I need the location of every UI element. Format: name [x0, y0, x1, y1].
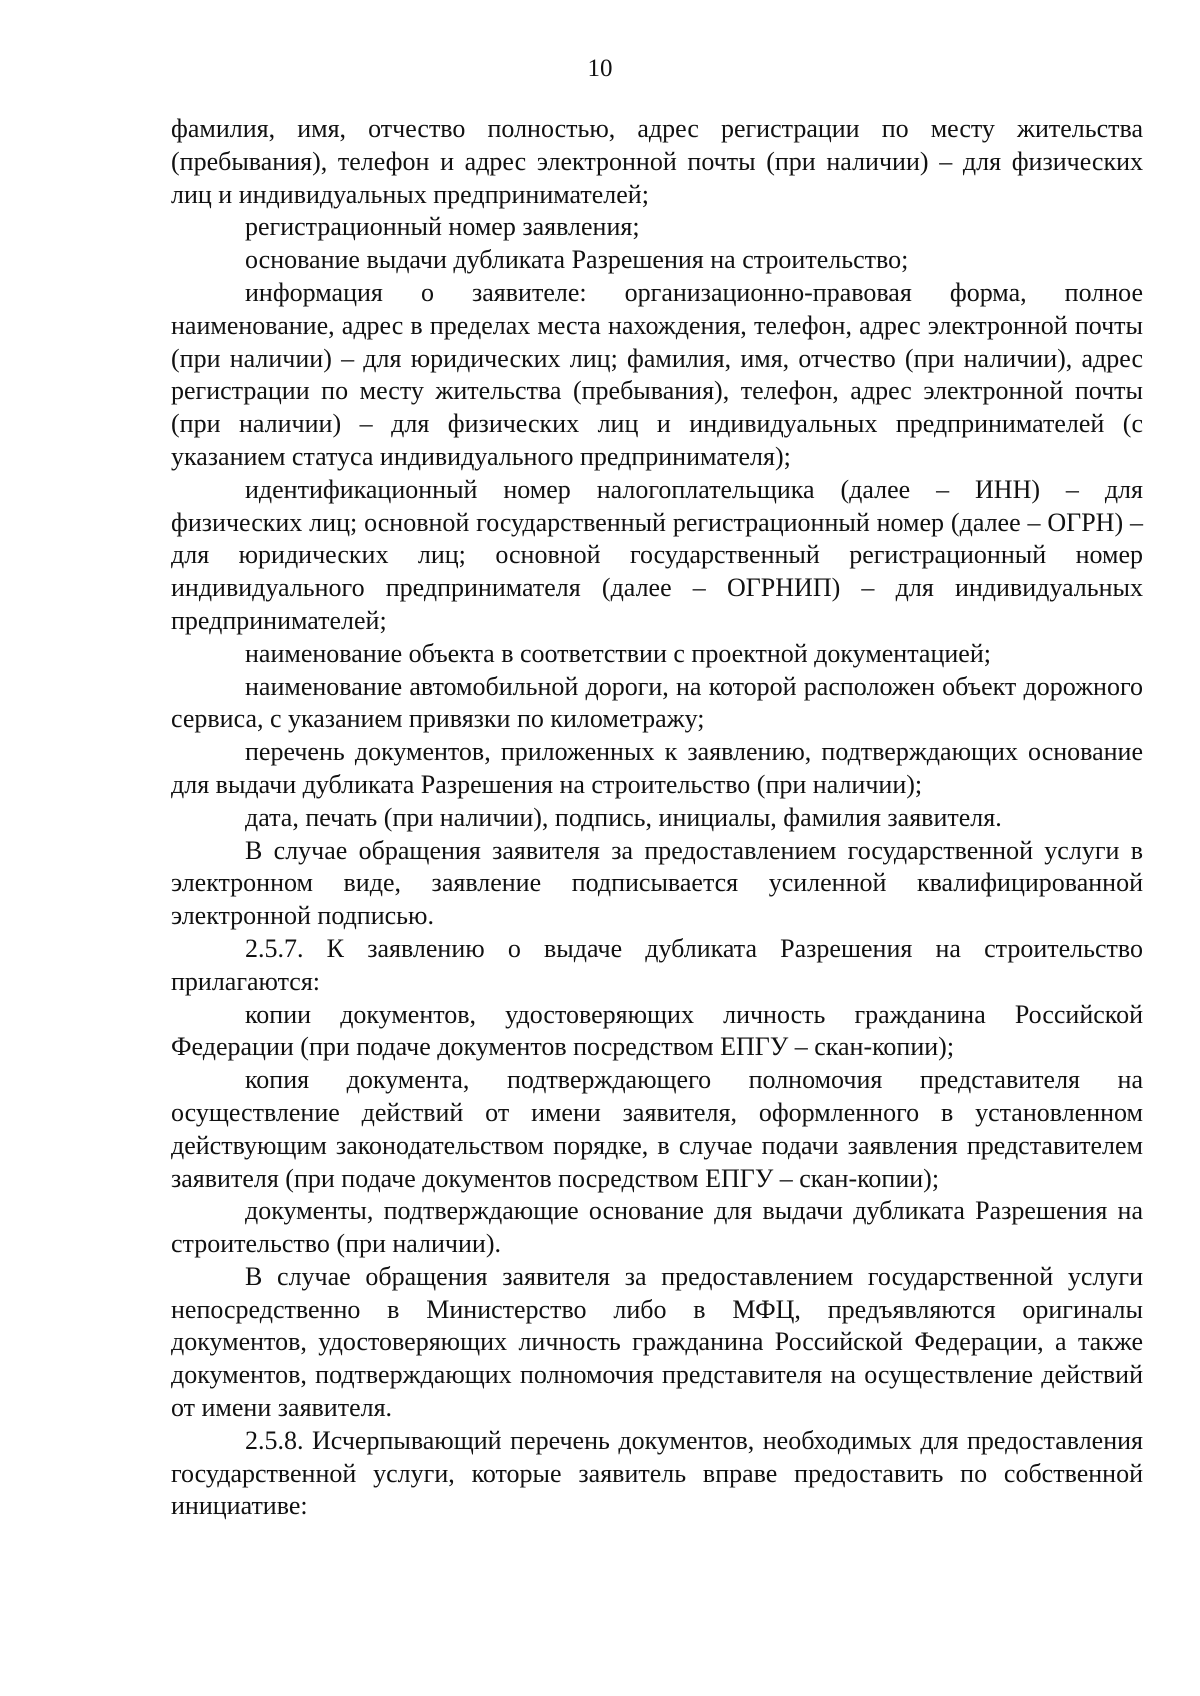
- page-number: 10: [587, 55, 613, 82]
- paragraph: документы, подтверждающие основание для выдачи дубликата Разрешения на строительство (при наличии).: [171, 1196, 1143, 1259]
- document-body: [171, 113, 1143, 1523]
- paragraph: В случае обращения заявителя за предоставлением государственной услуги непосредственно в Министерство либо в МФЦ, предъявляются оригиналы документов, удостоверяющих личность гражданина Российской Федерации, а также документов, подтверждающих полномочия представителя на осуществление действий от имени заявителя.: [171, 1261, 1143, 1423]
- paragraph: дата, печать (при наличии), подпись, инициалы, фамилия заявителя.: [245, 802, 1002, 832]
- paragraph: наименование объекта в соответствии с проектной документацией;: [245, 638, 991, 668]
- paragraph: копии документов, удостоверяющих личность гражданина Российской Федерации (при подаче документов посредством ЕПГУ – скан-копии);: [171, 999, 1143, 1062]
- paragraph: В случае обращения заявителя за предоставлением государственной услуги в электронном виде, заявление подписывается усиленной квалифицированной электронной подписью.: [171, 835, 1143, 931]
- paragraph: регистрационный номер заявления;: [245, 212, 640, 242]
- paragraph: основание выдачи дубликата Разрешения на строительство;: [245, 245, 909, 275]
- paragraph: наименование автомобильной дороги, на которой расположен объект дорожного сервиса, с указанием привязки по километражу;: [171, 671, 1143, 734]
- paragraph: копия документа, подтверждающего полномочия представителя на осуществление действий от имени заявителя, оформленного в установленном действующим законодательством порядке, в случае подачи заявления представителем заявителя (при подаче документов посредством ЕПГУ – скан-копии);: [171, 1065, 1143, 1193]
- paragraph: идентификационный номер налогоплательщика (далее – ИНН) – для физических лиц; основной государственный регистрационный номер (далее – ОГРН) – для юридических лиц; основной государственный регистрационный номер индивидуального предпринимателя (далее – ОГРНИП) – для индивидуальных предпринимателей;: [171, 474, 1143, 635]
- paragraph: фамилия, имя, отчество полностью, адрес регистрации по месту жительства (пребывания), телефон и адрес электронной почты (при наличии) – для физических лиц и индивидуальных предпринимателей;: [171, 114, 1143, 209]
- section-paragraph-2-5-7: 2.5.7. К заявлению о выдаче дубликата Разрешения на строительство прилагаются:: [171, 933, 1143, 996]
- paragraph: перечень документов, приложенных к заявлению, подтверждающих основание для выдачи дубликата Разрешения на строительство (при наличии);: [171, 737, 1143, 799]
- section-paragraph-2-5-8: 2.5.8. Исчерпывающий перечень документов, необходимых для предоставления государственной услуги, которые заявитель вправе предоставить по собственной инициативе:: [171, 1425, 1143, 1521]
- paragraph: информация о заявителе: организационно-правовая форма, полное наименование, адрес в пределах места нахождения, телефон, адрес электронной почты (при наличии) – для юридических лиц; фамилия, имя, отчество (при наличии), адрес регистрации по месту жительства (пребывания), телефон, адрес электронной почты (при наличии) – для физических лиц и индивидуальных предпринимателей (с указанием статуса индивидуального предпринимателя);: [171, 277, 1143, 471]
